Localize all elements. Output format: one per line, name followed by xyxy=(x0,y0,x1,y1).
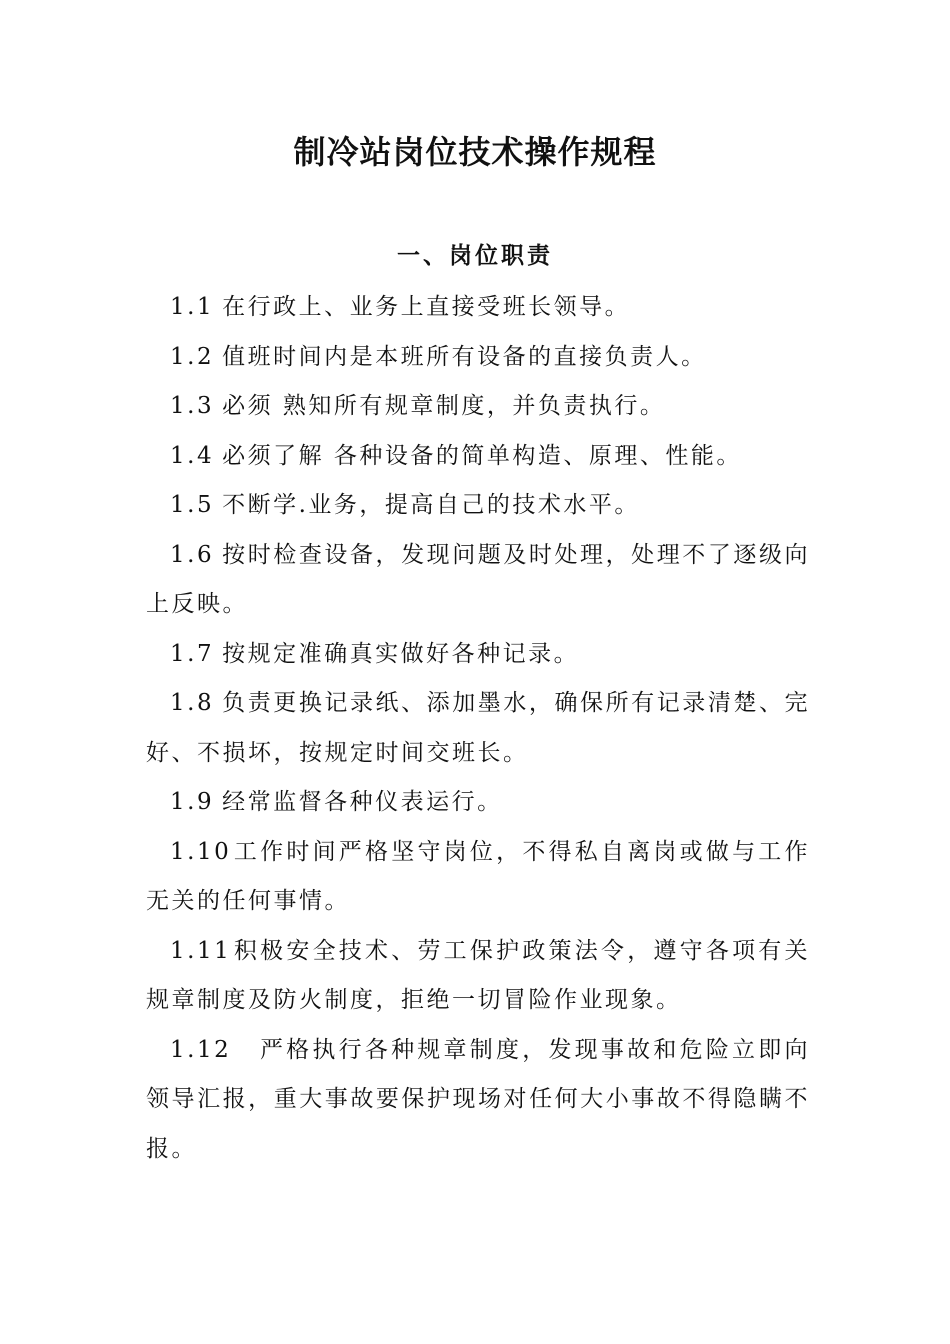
section-heading: 一、岗位职责 xyxy=(397,242,553,269)
item-text: 必须 熟知所有规章制度，并负责执行。 xyxy=(222,393,666,419)
item-text: 严格执行各种规章制度，发现事故和危险立即向领导汇报，重大事故要保护现场对任何大小事故不得隐瞒不报。 xyxy=(146,1036,810,1162)
item-text: 经常监督各种仪表运行。 xyxy=(222,789,503,815)
duty-item xyxy=(146,283,810,333)
duty-item xyxy=(146,927,810,1026)
item-number: 1.1 xyxy=(170,294,215,320)
item-number: 1.3 xyxy=(170,393,215,419)
duty-item xyxy=(146,382,810,432)
item-text: 不断学.业务，提高自己的技术水平。 xyxy=(222,492,640,518)
item-text: 积极安全技术、劳工保护政策法令，遵守各项有关规章制度及防火制度，拒绝一切冒险作业现象。 xyxy=(146,937,810,1013)
duty-item xyxy=(146,333,810,383)
duty-item xyxy=(146,481,810,531)
item-number: 1.9 xyxy=(170,789,215,815)
item-text: 按规定准确真实做好各种记录。 xyxy=(222,640,580,667)
duty-item xyxy=(146,828,810,927)
duty-item xyxy=(146,1026,810,1175)
item-text: 工作时间严格坚守岗位，不得私自离岗或做与工作无关的任何事情。 xyxy=(146,838,810,914)
duty-item xyxy=(146,432,810,482)
item-text: 值班时间内是本班所有设备的直接负责人。 xyxy=(222,343,707,370)
duty-item xyxy=(146,778,810,828)
item-number: 1.8 xyxy=(170,690,215,716)
duty-item xyxy=(146,630,810,680)
duty-list xyxy=(146,283,810,1174)
item-text: 必须了解 各种设备的简单构造、原理、性能。 xyxy=(222,442,742,469)
document-title: 制冷站岗位技术操作规程 xyxy=(293,133,657,171)
item-number: 1.2 xyxy=(170,343,215,370)
item-number: 1.10 xyxy=(170,838,232,865)
item-text: 在行政上、业务上直接受班长领导。 xyxy=(222,294,631,320)
item-number: 1.7 xyxy=(170,640,215,667)
item-text: 按时检查设备，发现问题及时处理，处理不了逐级向上反映。 xyxy=(146,541,810,617)
item-number: 1.11 xyxy=(170,937,232,964)
duty-item xyxy=(146,679,810,778)
item-text: 负责更换记录纸、添加墨水，确保所有记录清楚、完好、不损坏，按规定时间交班长。 xyxy=(146,690,810,766)
item-number: 1.12 xyxy=(170,1036,232,1063)
duty-item xyxy=(146,531,810,630)
item-number: 1.5 xyxy=(170,492,215,518)
item-number: 1.6 xyxy=(170,541,215,568)
item-number: 1.4 xyxy=(170,442,215,469)
